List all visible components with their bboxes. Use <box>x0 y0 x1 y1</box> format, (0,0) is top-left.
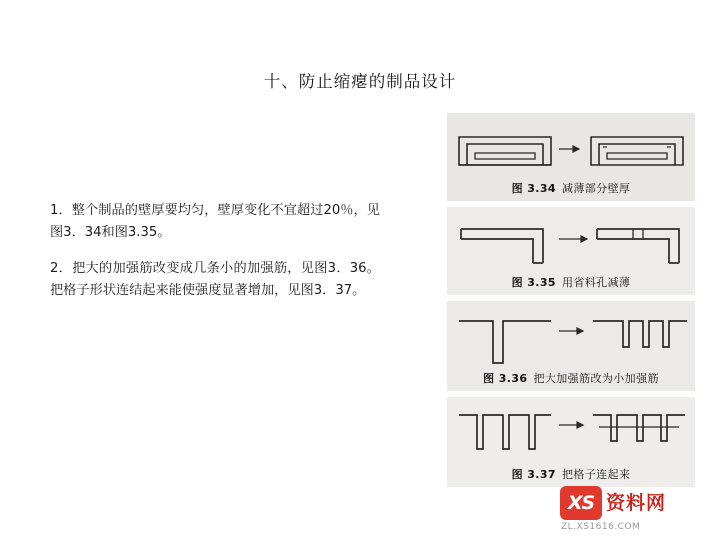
figure-336-number: 图 3.36 <box>483 372 528 385</box>
watermark <box>560 486 710 532</box>
figure-337-number: 图 3.37 <box>511 468 556 481</box>
figure-335-caption-text: 用省料孔减薄 <box>561 276 631 289</box>
figure-panel-336 <box>447 301 695 391</box>
figure-337-caption <box>447 466 695 482</box>
figure-panel-337 <box>447 397 695 487</box>
figure-337-caption-text: 把格子连起来 <box>561 468 631 481</box>
body-text <box>50 200 380 316</box>
figure-335-caption <box>447 274 695 290</box>
figure-panel-334 <box>447 113 695 201</box>
watermark-main-text: 资料网 <box>606 492 667 514</box>
figure-panel-335 <box>447 207 695 295</box>
paragraph-2: 2．把大的加强筋改变成几条小的加强筋，见图3．36。把格子形状连结起来能使强度显著增加，见图3．37。 <box>50 261 380 298</box>
figure-336-caption-text: 把大加强筋改为小加强筋 <box>533 372 659 385</box>
figure-column <box>447 113 695 493</box>
watermark-badge: XS <box>560 486 602 520</box>
page-title: 十、防止缩瘪的制品设计 <box>263 72 457 91</box>
figure-334-caption <box>447 180 695 196</box>
figure-334-caption-text: 减薄部分壁厚 <box>561 182 631 195</box>
watermark-url: ZL.XS1616.COM <box>561 522 641 532</box>
figure-335-number: 图 3.35 <box>511 276 556 289</box>
figure-334-number: 图 3.34 <box>511 182 556 195</box>
paragraph-1: 1．整个制品的壁厚要均匀，壁厚变化不宜超过20％，见图3．34和图3.35。 <box>50 203 380 240</box>
figure-336-caption <box>447 370 695 386</box>
